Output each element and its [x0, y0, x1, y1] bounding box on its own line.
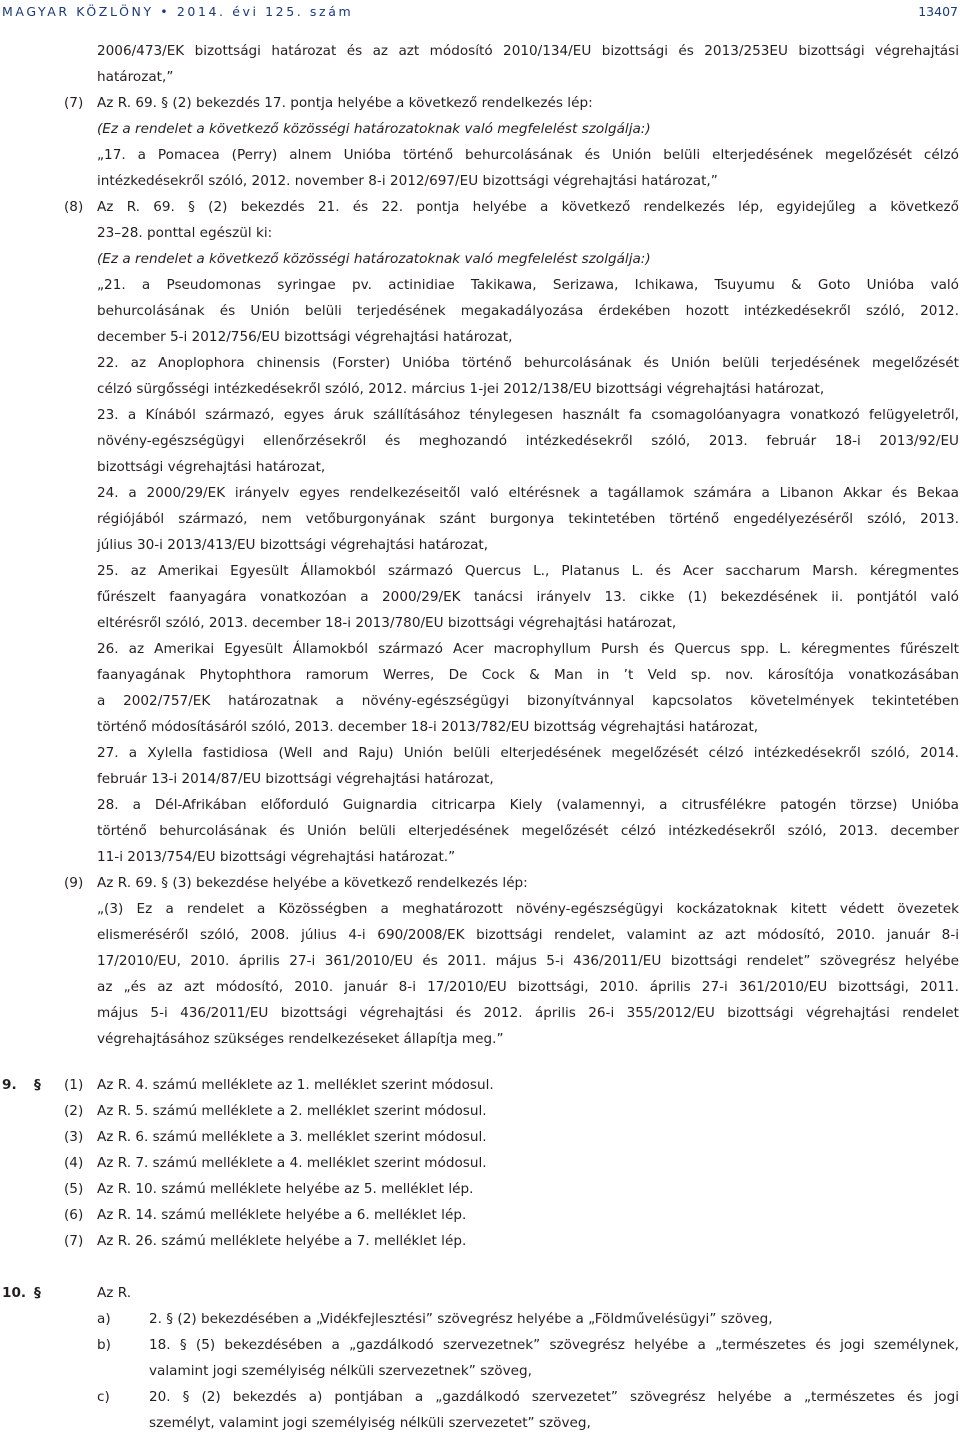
text-line: 28. a Dél-Afrikában előforduló Guignardia citricarpa Kiely (valamennyi, a citrusfélékre patogén törzse) Unióba — [97, 797, 959, 813]
text-line: 17/2010/EU, 2010. április 27-i 361/2010/EU és 2011. május 5-i 436/2011/EU bizottsági rendelet” szövegrész helyébe — [97, 953, 959, 969]
paragraph-number: (6) — [64, 1207, 84, 1223]
text-line: december 5-i 2012/756/EU bizottsági végrehajtási határozat, — [97, 329, 513, 345]
text-line: fűrészelt faanyagára vonatkozóan a 2000/29/EK tanácsi irányelv 13. cikke (1) bekezdésének ii. pontjától való — [97, 589, 959, 605]
paragraph-number: (5) — [64, 1181, 84, 1197]
point-label: a) — [97, 1311, 111, 1327]
text-line: május 5-i 436/2011/EU bizottsági végrehajtási és 2012. április 26-i 355/2012/EU bizottsági végrehajtási rendelet — [97, 1005, 959, 1021]
text-line: Az R. 69. § (2) bekezdés 21. és 22. pontja helyébe a következő rendelkezés lép, egyidejűleg a következő — [97, 199, 959, 215]
text-line: 24. a 2000/29/EK irányelv egyes rendelkezéseitől való eltérésnek a tagállamok számára a Libanon Akkar és Bekaa — [97, 485, 959, 501]
text-line: növény-egészségügyi ellenőrzésekről és meghozandó intézkedésekről szóló, 2013. február 18-i 2013/92/EU — [97, 433, 959, 449]
text-line: történő módosításáról szóló, 2013. december 18-i 2013/782/EU bizottság végrehajtási határozat, — [97, 719, 759, 735]
list-item: Az R. 6. számú melléklete a 3. melléklet szerint módosul. — [97, 1129, 487, 1145]
paragraph-number: (7) — [64, 95, 84, 111]
text-line: 2006/473/EK bizottsági határozat és az azt módosító 2010/134/EU bizottsági és 2013/253EU bizottsági végrehajtási — [97, 43, 959, 59]
point-text: személyt, valamint jogi személyiség nélküli szervezetet” szöveg, — [149, 1415, 591, 1431]
text-line: elismeréséről szóló, 2008. július 4-i 690/2008/EK bizottsági rendelet, valamint az azt módosító, 2010. január 8-i — [97, 927, 959, 943]
text-line: „21. a Pseudomonas syringae pv. actinidiae Takikawa, Serizawa, Ichikawa, Tsuyumu & Goto Unióba való — [97, 277, 959, 293]
section-intro: Az R. — [97, 1285, 132, 1301]
text-line: 25. az Amerikai Egyesült Államokból származó Quercus L., Platanus L. és Acer saccharum Marsh. kéregmentes — [97, 563, 959, 579]
text-line: 26. az Amerikai Egyesült Államokból származó Acer macrophyllum Pursh és Quercus spp. L. kéregmentes fűrészelt — [97, 641, 959, 657]
text-line: 27. a Xylella fastidiosa (Well and Raju) Unión belüli elterjedésének megelőzését célzó intézkedésekről szóló, 2014. — [97, 745, 959, 761]
text-line: célzó sürgősségi intézkedésekről szóló, 2012. március 1-jei 2012/138/EU bizottsági végrehajtási határozat, — [97, 381, 825, 397]
text-line: határozat,” — [97, 69, 174, 85]
list-item: Az R. 26. számú melléklete helyébe a 7. melléklet lép. — [97, 1233, 467, 1249]
text-line: régiójából származó, nem vetőburgonyának szánt burgonya tekintetében történő engedélyezéséről szóló, 2013. — [97, 511, 959, 527]
text-line: 23–28. ponttal egészül ki: — [97, 225, 273, 241]
section-sign: § — [34, 1077, 41, 1093]
list-item: Az R. 4. számú melléklete az 1. melléklet szerint módosul. — [97, 1077, 494, 1093]
list-item: Az R. 5. számú melléklete a 2. melléklet szerint módosul. — [97, 1103, 487, 1119]
section-sign: § — [34, 1285, 41, 1301]
paragraph-number: (3) — [64, 1129, 84, 1145]
point-text: 18. § (5) bekezdésében a „gazdálkodó szervezetnek” szövegrész helyébe a „természetes és jogi személynek, — [149, 1337, 959, 1353]
text-line: Az R. 69. § (2) bekezdés 17. pontja helyébe a következő rendelkezés lép: — [97, 95, 593, 111]
text-line: „17. a Pomacea (Perry) alnem Unióba történő behurcolásának és Unión belüli elterjedésének megelőzését célzó — [97, 147, 959, 163]
text-line: 22. az Anoplophora chinensis (Forster) Unióba történő behurcolásának és Unión belüli terjedésének megelőzését — [97, 355, 959, 371]
text-line: a 2002/757/EK határozatnak a növény-egészségügyi bizonyítvánnyal kapcsolatos követelmények tekintetében — [97, 693, 959, 709]
text-line: történő behurcolásának és Unión belüli elterjedésének megelőzését célzó intézkedésekről szóló, 2013. december — [97, 823, 959, 839]
text-line: bizottsági végrehajtási határozat, — [97, 459, 326, 475]
journal-title: MAGYAR KÖZLÖNY • 2014. évi 125. szám — [2, 4, 354, 19]
list-item: Az R. 7. számú melléklete a 4. melléklet szerint módosul. — [97, 1155, 487, 1171]
running-header — [0, 4, 960, 22]
text-line: végrehajtásához szükséges rendelkezéseket állapítja meg.” — [97, 1031, 504, 1047]
text-line: intézkedésekről szóló, 2012. november 8-i 2012/697/EU bizottsági végrehajtási határozat,” — [97, 173, 718, 189]
page-number: 13407 — [918, 4, 958, 19]
text-line: július 30-i 2013/413/EU bizottsági végrehajtási határozat, — [97, 537, 489, 553]
text-line: 11-i 2013/754/EU bizottsági végrehajtási határozat.” — [97, 849, 456, 865]
paragraph-number: (7) — [64, 1233, 84, 1249]
text-line: február 13-i 2014/87/EU bizottsági végrehajtási határozat, — [97, 771, 494, 787]
paragraph-number: (4) — [64, 1155, 84, 1171]
paragraph-number: (1) — [64, 1077, 84, 1093]
text-line: „(3) Ez a rendelet a Közösségben a meghatározott növény-egészségügyi kockázatoknak kitett védett övezetek — [97, 901, 959, 917]
point-text: valamint jogi személyiség nélküli szervezetnek” szöveg, — [149, 1363, 532, 1379]
text-line-italic: (Ez a rendelet a következő közösségi határozatoknak való megfelelést szolgálja:) — [97, 251, 651, 267]
point-label: c) — [97, 1389, 110, 1405]
text-line: behurcolásának és Unión belüli terjedésének megakadályozása érdekében hozott intézkedésekről szóló, 2012. — [97, 303, 959, 319]
text-line: Az R. 69. § (3) bekezdése helyébe a következő rendelkezés lép: — [97, 875, 528, 891]
point-text: 20. § (2) bekezdés a) pontjában a „gazdálkodó szervezetet” szövegrész helyébe a „természetes és jogi — [149, 1389, 959, 1405]
paragraph-number: (8) — [64, 199, 84, 215]
list-item: Az R. 14. számú melléklete helyébe a 6. melléklet lép. — [97, 1207, 467, 1223]
list-item: Az R. 10. számú melléklete helyébe az 5. melléklet lép. — [97, 1181, 474, 1197]
paragraph-number: (9) — [64, 875, 84, 891]
text-line: az „és az azt módosító, 2010. január 8-i 17/2010/EU bizottsági, 2010. április 27-i 361/2010/EU bizottsági, 2011. — [97, 979, 959, 995]
text-line: 23. a Kínából származó, egyes áruk szállításához ténylegesen használt fa csomagolóanyagra vonatkozó felügyeletről, — [97, 407, 959, 423]
point-text: 2. § (2) bekezdésében a „Vidékfejlesztési” szövegrész helyébe a „Földművelésügyi” szöveg, — [149, 1311, 773, 1327]
point-label: b) — [97, 1337, 111, 1353]
section-number: 9. — [2, 1077, 17, 1093]
text-line-italic: (Ez a rendelet a következő közösségi határozatoknak való megfelelést szolgálja:) — [97, 121, 651, 137]
paragraph-number: (2) — [64, 1103, 84, 1119]
text-line: eltérésről szóló, 2013. december 18-i 2013/780/EU bizottsági végrehajtási határozat, — [97, 615, 677, 631]
section-number: 10. — [2, 1285, 27, 1301]
text-line: faanyagának Phytophthora ramorum Werres, De Cock & Man in ’t Veld sp. nov. károsítója vonatkozásában — [97, 667, 959, 683]
